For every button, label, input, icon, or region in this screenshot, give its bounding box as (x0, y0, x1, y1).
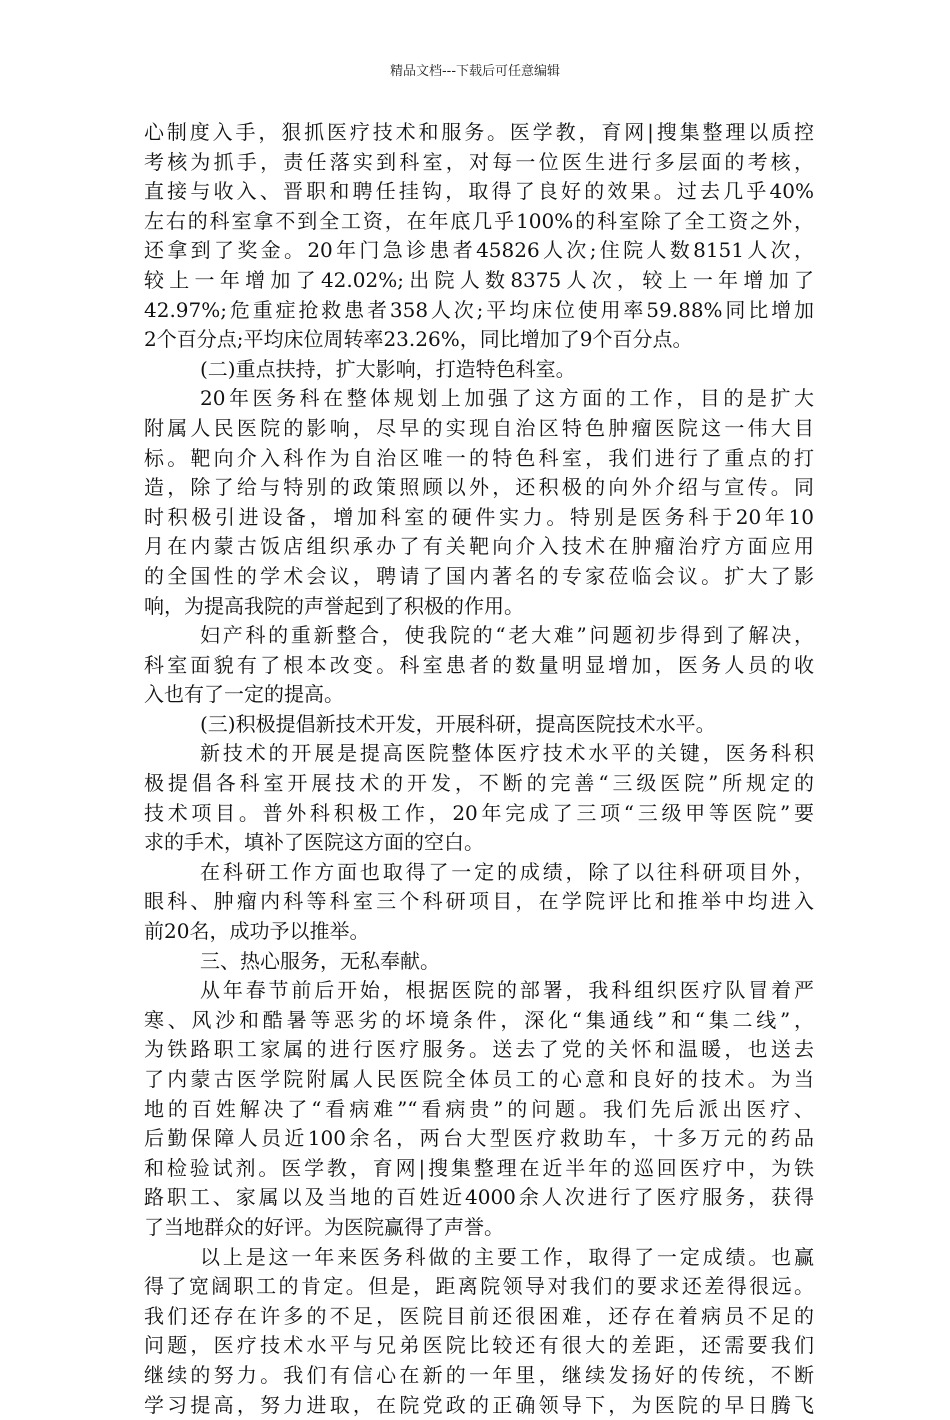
text-line: 问题，医疗技术水平与兄弟医院比较还有很大的差距，还需要我们 (144, 1333, 814, 1358)
section-heading: 三、热心服务，无私奉献。 (200, 948, 440, 973)
text-line: 前20名，成功予以推举。 (144, 919, 370, 944)
text-line: 眼科、肿瘤内科等科室三个科研项目，在学院评比和推举中均进入 (144, 889, 814, 914)
text-line: 直接与收入、晋职和聘任挂钩，取得了良好的效果。过去几乎40% (144, 179, 814, 204)
section-heading: (三)积极提倡新技术开发，开展科研，提高医院技术水平。 (200, 711, 716, 736)
text-line: 入也有了一定的提高。 (144, 682, 344, 707)
text-line: 在科研工作方面也取得了一定的成绩，除了以往科研项目外， (200, 859, 814, 884)
text-line: 科室面貌有了根本改变。科室患者的数量明显增加，医务人员的收 (144, 652, 814, 677)
text-line: 路职工、家属以及当地的百姓近4000余人次进行了医疗服务，获得 (144, 1185, 814, 1210)
text-line: 新技术的开展是提高医院整体医疗技术水平的关键，医务科积 (200, 741, 814, 766)
text-line: 心制度入手，狠抓医疗技术和服务。医学教，育网|搜集整理以质控 (144, 120, 814, 144)
text-line: 的全国性的学术会议，聘请了国内著名的专家莅临会议。扩大了影 (144, 563, 814, 588)
text-line: 2个百分点;平均床位周转率23.26%，同比增加了9个百分点。 (144, 327, 693, 352)
text-line: 42.97%;危重症抢救患者358人次;平均床位使用率59.88%同比增加 (144, 297, 814, 322)
text-line: 考核为抓手，责任落实到科室，对每一位医生进行多层面的考核， (144, 149, 814, 174)
text-line: 了内蒙古医学院附属人民医院全体员工的心意和良好的技术。为当 (144, 1067, 814, 1091)
text-line: 附属人民医院的影响，尽早的实现自治区特色肿瘤医院这一伟大目 (144, 415, 814, 440)
text-line: 标。靶向介入科作为自治区唯一的特色科室，我们进行了重点的打 (144, 445, 814, 470)
text-line: 较上一年增加了42.02%;出院人数8375人次，较上一年增加了 (144, 267, 814, 292)
text-line: 还拿到了奖金。20年门急诊患者45826人次;住院人数8151人次， (144, 238, 814, 263)
text-line: 极提倡各科室开展技术的开发，不断的完善“三级医院”所规定的 (144, 771, 814, 796)
text-line: 求的手术，填补了医院这方面的空白。 (144, 830, 484, 855)
text-line: 造，除了给与特别的政策照顾以外，还积极的向外介绍与宣传。同 (144, 475, 814, 500)
text-line: 从年春节前后开始，根据医院的部署，我科组织医疗队冒着严 (200, 978, 814, 1003)
text-line: 得了宽阔职工的肯定。但是，距离院领导对我们的要求还差得很远。 (144, 1274, 814, 1299)
text-line: 响，为提高我院的声誉起到了积极的作用。 (144, 593, 524, 618)
text-line: 以上是这一年来医务科做的主要工作，取得了一定成绩。也赢 (200, 1244, 814, 1269)
text-line: 寒、风沙和酷暑等恶劣的坏境条件，深化“集通线”和“集二线”， (144, 1007, 814, 1032)
page-header: 精品文档---下载后可任意编辑 (389, 64, 561, 79)
text-line: 月在内蒙古饭店组织承办了有关靶向介入技术在肿瘤治疗方面应用 (144, 534, 814, 559)
document-body (144, 118, 814, 1420)
text-line: 了当地群众的好评。为医院赢得了声誉。 (144, 1214, 504, 1239)
text-line: 继续的努力。我们有信心在新的一年里，继续发扬好的传统，不断 (144, 1362, 814, 1387)
text-line: 为铁路职工家属的进行医疗服务。送去了党的关怀和温暖，也送去 (144, 1037, 814, 1062)
text-line: 地的百姓解决了“看病难”“看病贵”的问题。我们先后派出医疗、 (144, 1096, 814, 1121)
text-line: 左右的科室拿不到全工资，在年底几乎100%的科室除了全工资之外， (144, 208, 814, 233)
text-line: 时积极引进设备，增加科室的硬件实力。特别是医务科于20年10 (144, 504, 814, 529)
text-line: 20年医务科在整体规划上加强了这方面的工作，目的是扩大 (200, 386, 814, 411)
text-line: 我们还存在许多的不足，医院目前还很困难，还存在着病员不足的 (144, 1303, 814, 1328)
text-line: 学习提高，努力进取，在院党政的正确领导下，为医院的早日腾飞 (144, 1392, 814, 1417)
text-line: 技术项目。普外科积极工作，20年完成了三项“三级甲等医院”要 (144, 800, 814, 825)
text-line: 妇产科的重新整合，使我院的“老大难”问题初步得到了解决， (200, 623, 814, 648)
text-line: 和检验试剂。医学教，育网|搜集整理在近半年的巡回医疗中，为铁 (144, 1155, 814, 1180)
text-line: 后勤保障人员近100余名，两台大型医疗救助车，十多万元的药品 (144, 1126, 814, 1151)
section-heading: (二)重点扶持，扩大影响，打造特色科室。 (200, 356, 576, 381)
